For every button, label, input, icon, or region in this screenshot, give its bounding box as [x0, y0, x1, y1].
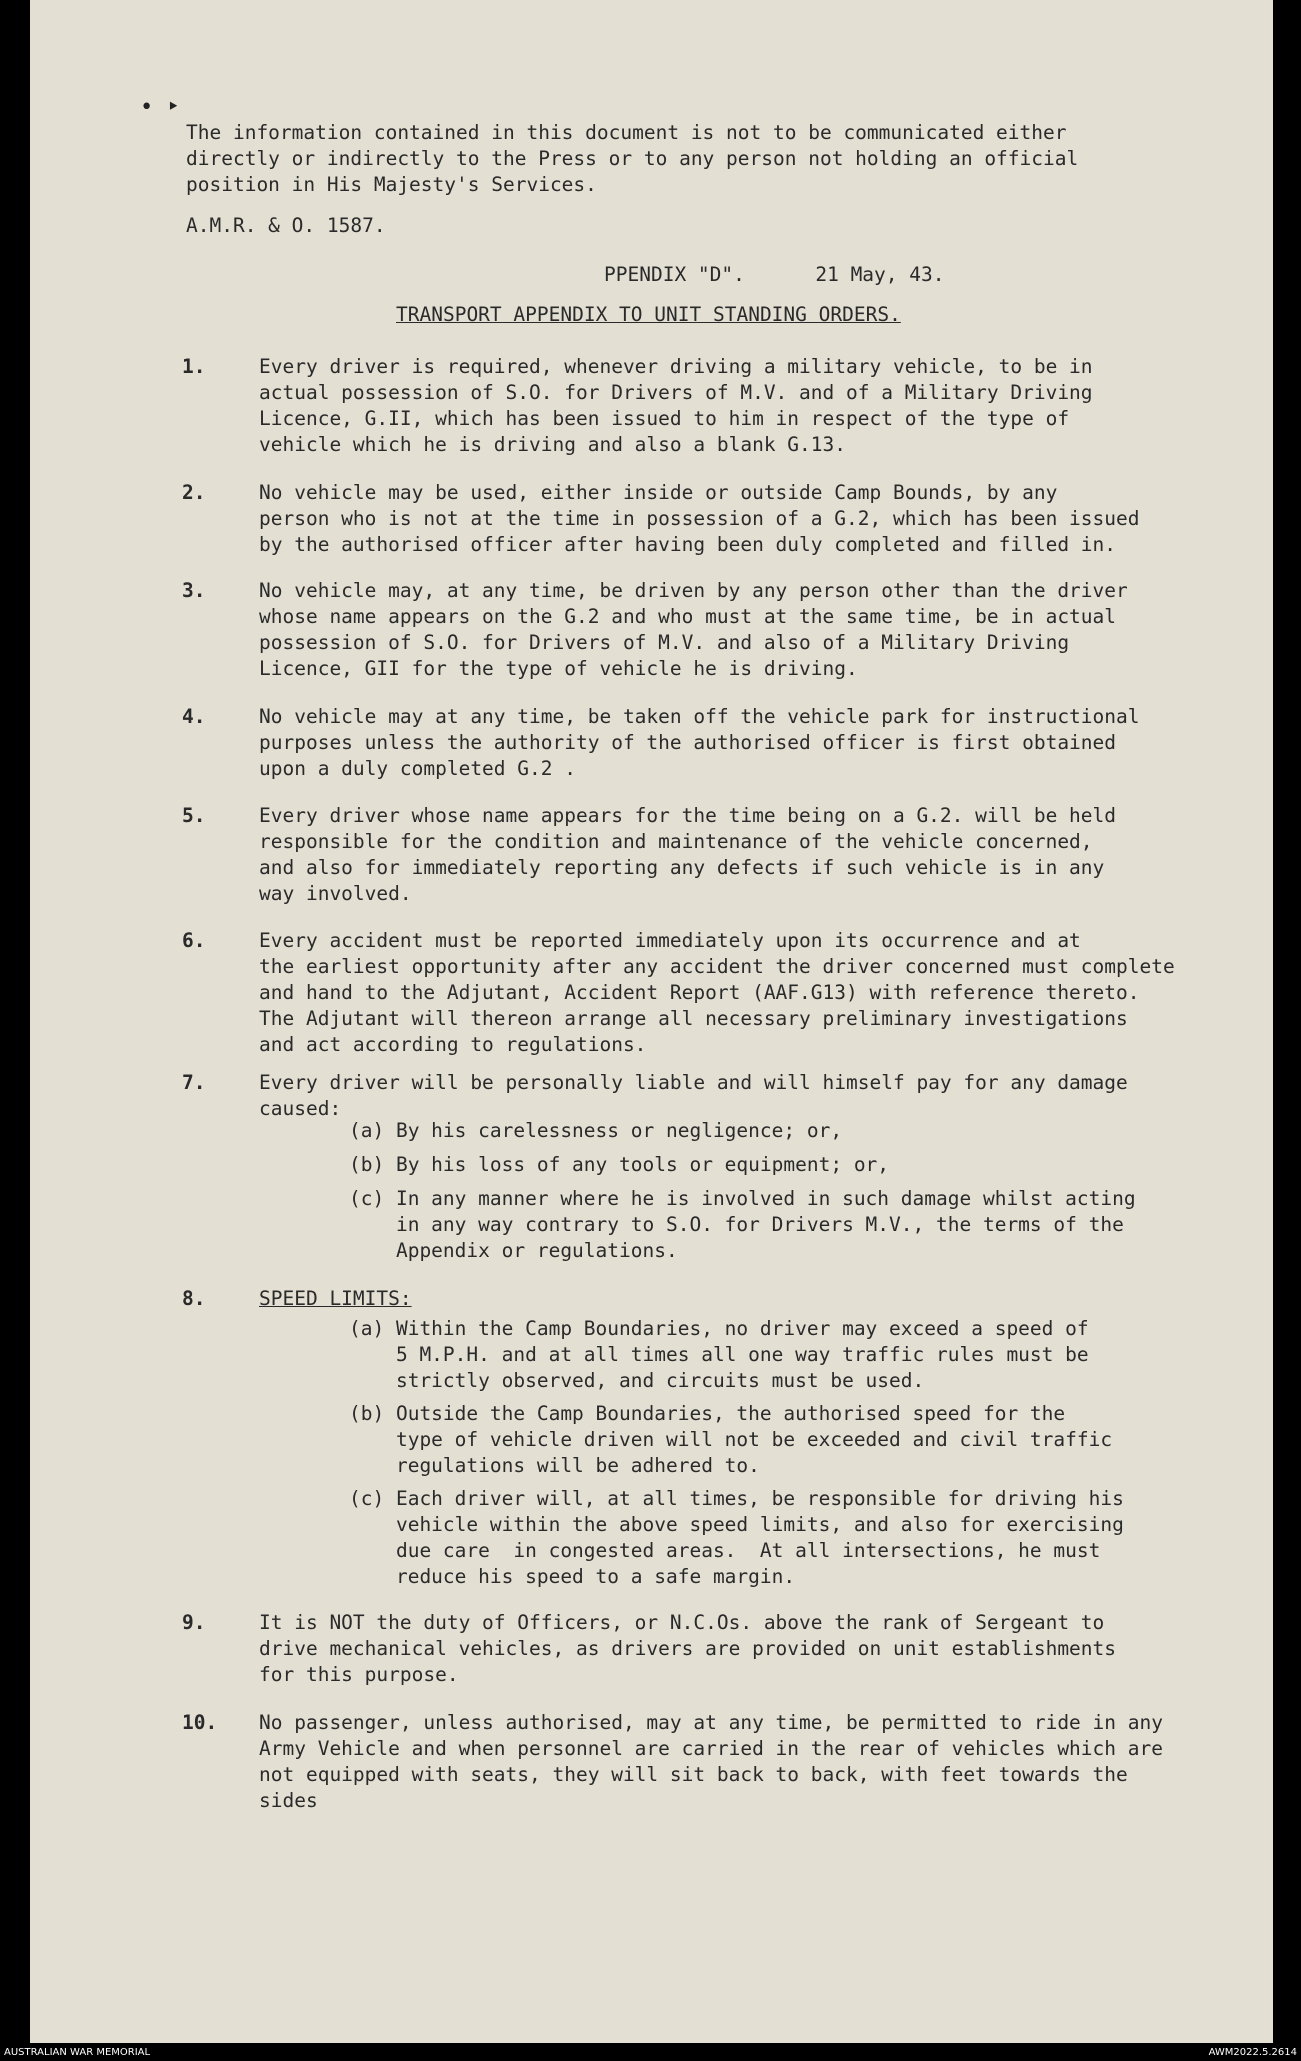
- appendix-label: PPENDIX "D".: [604, 263, 745, 286]
- confidentiality-notice: [186, 120, 1078, 198]
- item-text: It is NOT the duty of Officers, or N.C.Os. above the rank of Sergeant to drive mechanical vehicles, as drivers are provided on unit establishments for this purpose.: [259, 1611, 1117, 1686]
- item7-sub-a: (a) By his carelessness or negligence; or,: [349, 1119, 843, 1142]
- item8-sub-a: (a) Within the Camp Boundaries, no driver may exceed a speed of 5 M.P.H. and at all times all one way traffic rules must be strictly observed, and circuits must be used.: [349, 1317, 1089, 1392]
- item7-sub-b: (b) By his loss of any tools or equipment; or,: [349, 1153, 890, 1176]
- item-number: 5.: [182, 804, 206, 827]
- document-page: [30, 0, 1273, 2043]
- item-number: 9.: [182, 1611, 206, 1634]
- appendix-date: 21 May, 43.: [815, 263, 945, 286]
- item-number: 2.: [182, 481, 206, 504]
- notice-line-1: The information contained in this document is not to be communicated either: [186, 121, 1067, 144]
- notice-line-2: directly or indirectly to the Press or to any person not holding an official: [186, 147, 1079, 170]
- footer-archive-name: AUSTRALIAN WAR MEMORIAL: [4, 2047, 151, 2058]
- item-text: Every driver will be personally liable and will himself pay for any damage caused:: [259, 1071, 1128, 1120]
- ink-marks: • ‣: [140, 95, 180, 120]
- notice-line-3: position in His Majesty's Services.: [186, 173, 597, 196]
- item-number: 7.: [182, 1071, 206, 1094]
- item-text: No passenger, unless authorised, may at any time, be permitted to ride in any Army Vehicle and when personnel are carried in the rear of vehicles which are not equipped with seats, they will sit back to back, with feet towards the sides: [259, 1711, 1163, 1812]
- item-number: 8.: [182, 1287, 206, 1310]
- item7-sub-c: (c) In any manner where he is involved in such damage whilst acting in any way contrary to S.O. for Drivers M.V., the terms of the Appendix or regulations.: [349, 1187, 1136, 1262]
- item8-sub-b: (b) Outside the Camp Boundaries, the authorised speed for the type of vehicle driven will not be exceeded and civil traffic regulations will be adhered to.: [349, 1402, 1113, 1477]
- speed-limits-heading: SPEED LIMITS:: [259, 1287, 412, 1310]
- item-number: 3.: [182, 579, 206, 602]
- item-number: 6.: [182, 929, 206, 952]
- footer-catalogue-id: AWM2022.5.2614: [1208, 2047, 1297, 2058]
- reference-number: A.M.R. & O. 1587.: [186, 214, 386, 237]
- item-number: 4.: [182, 705, 206, 728]
- appendix-subtitle: TRANSPORT APPENDIX TO UNIT STANDING ORDERS.: [396, 303, 901, 326]
- item-text: Every accident must be reported immediately upon its occurrence and at the earliest opportunity after any accident the driver concerned must complete and hand to the Adjutant, Accident Report (AAF.G13) with reference thereto. The Adjutant will thereon arrange all necessary preliminary investigations and act according to regulations.: [259, 929, 1175, 1056]
- item8-sub-c: (c) Each driver will, at all times, be responsible for driving his vehicle within the above speed limits, and also for exercising due care in congested areas. At all intersections, he must reduce his speed to a safe margin.: [349, 1487, 1124, 1588]
- item-text: No vehicle may, at any time, be driven by any person other than the driver whose name appears on the G.2 and who must at the same time, be in actual possession of S.O. for Drivers of M.V. and also of a Military Driving Licence, GII for the type of vehicle he is driving.: [259, 579, 1128, 680]
- item-number: 10.: [182, 1711, 218, 1734]
- item-text: Every driver whose name appears for the time being on a G.2. will be held responsible for the condition and maintenance of the vehicle concerned, and also for immediately reporting any defects if such vehicle is in any way involved.: [259, 804, 1117, 905]
- item-number: 1.: [182, 355, 206, 378]
- item-text: No vehicle may be used, either inside or outside Camp Bounds, by any person who is not at the time in possession of a G.2, which has been issued by the authorised officer after having been duly completed and filled in.: [259, 481, 1140, 556]
- item-text: No vehicle may at any time, be taken off the vehicle park for instructional purposes unless the authority of the authorised officer is first obtained upon a duly completed G.2 .: [259, 705, 1140, 780]
- item-text: Every driver is required, whenever driving a military vehicle, to be in actual possession of S.O. for Drivers of M.V. and of a Military Driving Licence, G.II, which has been issued to him in respect of the type of vehicle which he is driving and also a blank G.13.: [259, 355, 1093, 456]
- appendix-title: [604, 262, 944, 288]
